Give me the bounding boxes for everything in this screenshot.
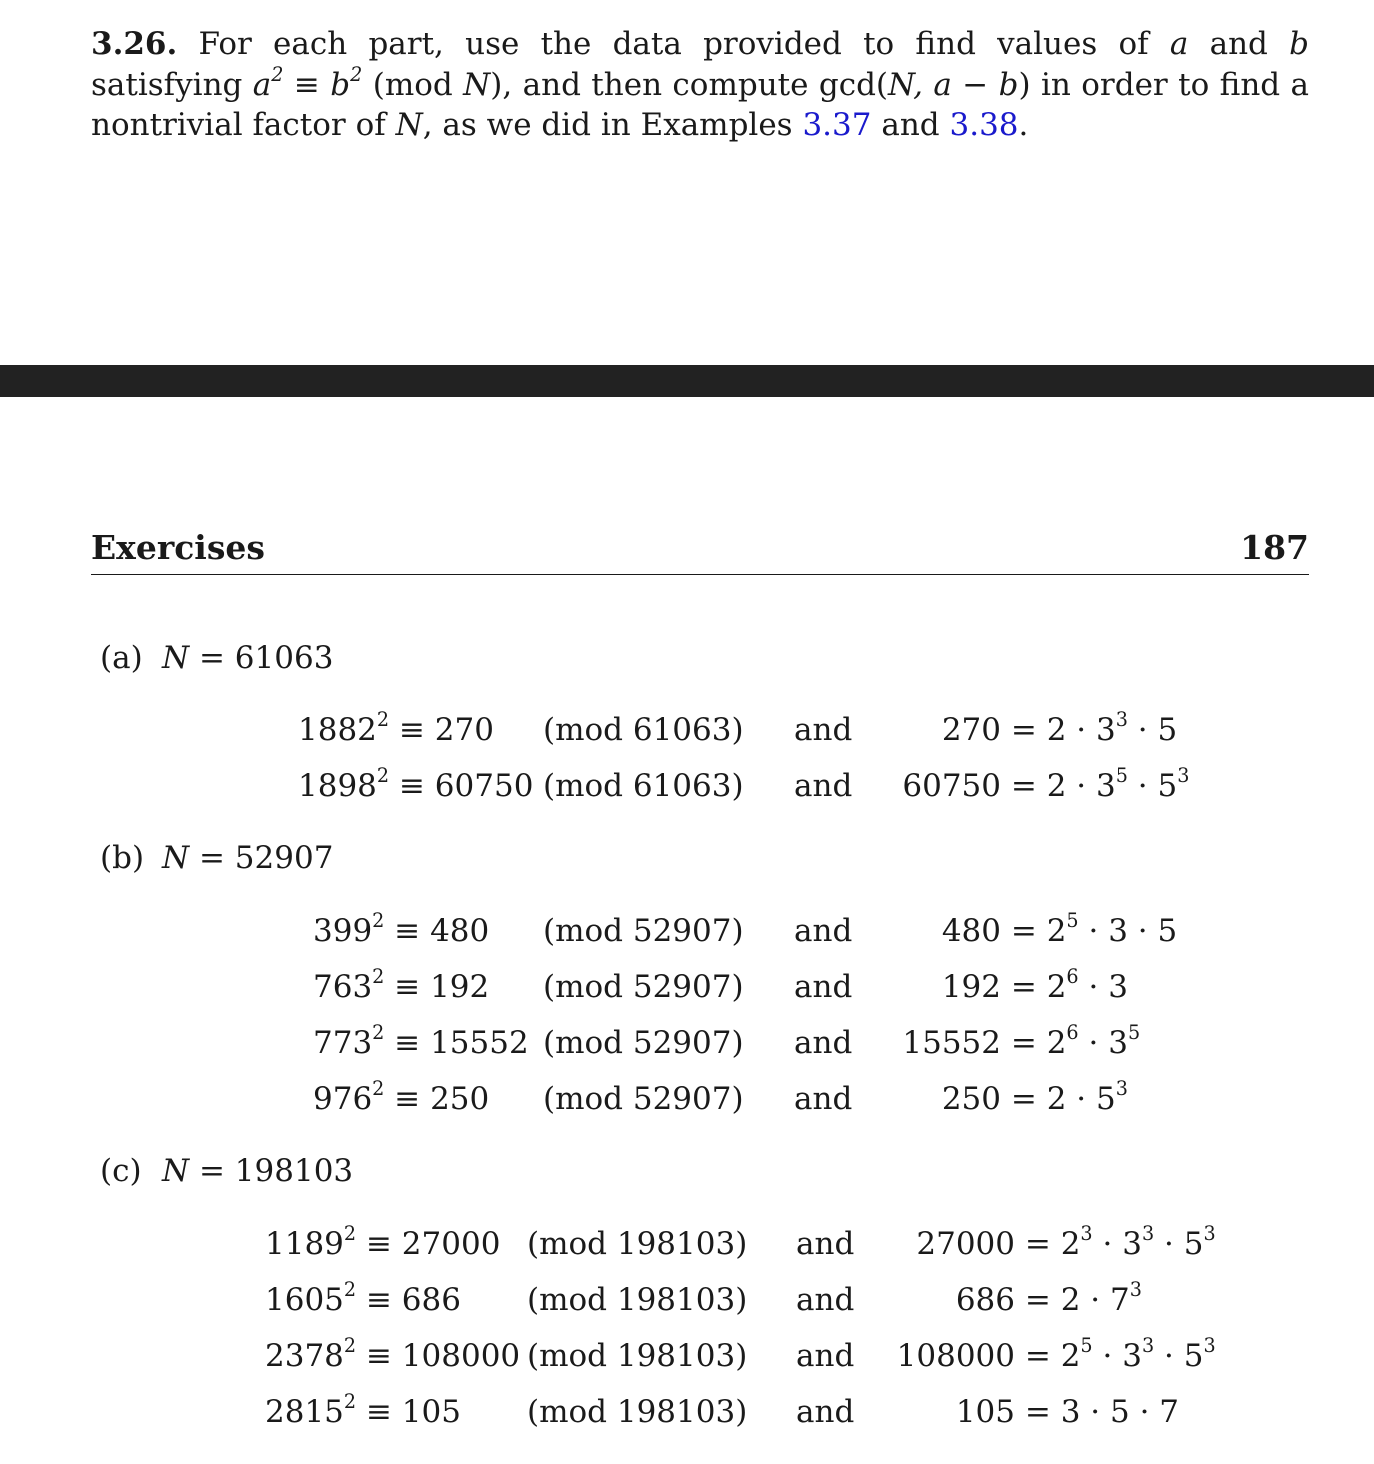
problem-number: 3.26. (91, 26, 178, 62)
factorization: $480 = 2^5 \cdot 3 \cdot 5$ (941, 909, 1178, 949)
modulus-text: (mod 61063) (543, 768, 744, 804)
exponent: 5 (1066, 909, 1079, 933)
var-N: N (162, 640, 190, 676)
factorization: $686 = 2 \cdot 7^3$ (955, 1278, 1142, 1318)
part-label: (a) (100, 640, 143, 676)
exponent: 3 (1203, 1222, 1216, 1246)
exponent: 2 (372, 1021, 385, 1045)
modulus-text: (mod 198103) (527, 1226, 748, 1262)
exponent: 3 (1115, 708, 1128, 732)
conjunction: and (794, 913, 853, 949)
var-b: b (1289, 26, 1309, 62)
modulus-text: (mod 198103) (527, 1338, 748, 1374)
square-congruence: $1189^2 \equiv 27000$ (265, 1222, 501, 1262)
exponent: 3 (1129, 1278, 1142, 1302)
exponent: 5 (1127, 1021, 1141, 1045)
exponent: 2 (343, 1278, 357, 1302)
factorization: $192 = 2^6 \cdot 3$ (941, 965, 1128, 1005)
var-a: a (1169, 26, 1189, 62)
part-label: (b) (100, 840, 145, 876)
modulus-text: (mod 52907) (543, 1081, 744, 1117)
section-title: Exercises (91, 528, 265, 567)
exponent: 3 (1141, 1222, 1155, 1246)
var-N: N (162, 1153, 190, 1189)
exponent: 2 (372, 1077, 385, 1101)
factorization: $60750 = 2 \cdot 3^5 \cdot 5^3$ (902, 764, 1190, 804)
relation-row (0, 1334, 1374, 1378)
page-number: 187 (1240, 528, 1309, 567)
page-header (91, 528, 1309, 575)
square-congruence: $773^2 \equiv 15552$ (313, 1021, 529, 1061)
and-word: and (881, 107, 940, 143)
exponent: 2 (343, 1334, 357, 1358)
conjunction: and (794, 768, 853, 804)
factorization: $270 = 2 \cdot 3^3 \cdot 5$ (941, 708, 1178, 748)
conjunction: and (796, 1394, 855, 1430)
conjunction: and (796, 1338, 855, 1374)
exponent: 2 (343, 1222, 357, 1246)
congruence-rhs: $b^2$ (330, 62, 363, 103)
exponent: 6 (1066, 965, 1079, 989)
conjunction: and (794, 712, 853, 748)
relation-row (0, 1222, 1374, 1266)
modulus-text: (mod 61063) (543, 712, 744, 748)
exponent: 2 (376, 764, 390, 788)
conjunction: and (794, 1025, 853, 1061)
square-congruence: $399^2 \equiv 480$ (313, 909, 490, 949)
conjunction: and (796, 1226, 855, 1262)
modulus-text: (mod 52907) (543, 913, 744, 949)
relation-row (0, 764, 1374, 808)
relation-row (0, 965, 1374, 1009)
square-congruence: $1898^2 \equiv 60750$ (298, 764, 534, 804)
square-congruence: $763^2 \equiv 192$ (313, 965, 490, 1005)
relation-row (0, 1021, 1374, 1065)
var-N: N (162, 840, 190, 876)
square-congruence: $1882^2 \equiv 270$ (298, 708, 494, 748)
exponent: 2 (343, 1390, 357, 1414)
problem-text: ) in order to find a nontrivial factor of (91, 66, 1310, 143)
relation-row (0, 708, 1374, 752)
part-a (100, 640, 333, 676)
exponent: 3 (1115, 1077, 1128, 1101)
conjunction: and (794, 969, 853, 1005)
example-link-1[interactable]: 3.37 (802, 107, 872, 143)
part-modulus: N = 61063 (162, 640, 334, 676)
var-N: N (395, 107, 423, 143)
exponent: 3 (1141, 1334, 1155, 1358)
factorization: $15552 = 2^6 \cdot 3^5$ (902, 1021, 1141, 1061)
problem-text: For each part, use the data provided to find values of (198, 26, 1149, 62)
problem-statement: 3.26. For each part, use the data provided to find values of a and b satisfying $a^2 \equiv b^2$ (mod N), and then compute gcd(N, a − b) in order to find a nontrivial factor of N, as we did in Examples 3.37 and 3.38. (91, 26, 1310, 143)
part-c (100, 1153, 353, 1189)
modulus-text: (mod 198103) (527, 1394, 748, 1430)
square-congruence: $976^2 \equiv 250$ (313, 1077, 490, 1117)
modulus-text: (mod 52907) (543, 969, 744, 1005)
part-modulus: N = 198103 (162, 1153, 354, 1189)
var-N: N (463, 66, 491, 103)
relation-row (0, 1278, 1374, 1322)
period: . (1018, 107, 1029, 143)
mod-text: (mod (372, 66, 453, 103)
square-congruence: $2815^2 \equiv 105$ (265, 1390, 461, 1430)
exponent: 3 (1080, 1222, 1093, 1246)
part-label: (c) (100, 1153, 142, 1189)
relation-row (0, 909, 1374, 953)
problem-text: , as we did in Examples (422, 107, 793, 143)
part-modulus: N = 52907 (162, 840, 334, 876)
exponent: 5 (1080, 1334, 1093, 1358)
example-link-2[interactable]: 3.38 (949, 107, 1019, 143)
factorization: $250 = 2 \cdot 5^3$ (941, 1077, 1128, 1117)
conjunction: and (794, 1081, 853, 1117)
problem-text: ), and then compute gcd( (490, 66, 889, 103)
exponent: 2 (376, 708, 390, 732)
modulus-text: (mod 52907) (543, 1025, 744, 1061)
conjunction: and (796, 1282, 855, 1318)
exponent: 6 (1066, 1021, 1079, 1045)
congruence-lhs: $a^2$ (252, 62, 284, 103)
factorization: 105 = 3 · 5 · 7 (955, 1394, 1180, 1430)
exponent: 3 (1177, 764, 1190, 788)
relation-row (0, 1077, 1374, 1121)
square-congruence: $2378^2 \equiv 108000$ (265, 1334, 521, 1374)
factorization: $27000 = 2^3 \cdot 3^3 \cdot 5^3$ (916, 1222, 1216, 1262)
square-congruence: $1605^2 \equiv 686$ (265, 1278, 461, 1318)
problem-text: satisfying (91, 66, 243, 103)
gcd-args: N, a − b (888, 66, 1019, 103)
modulus-text: (mod 198103) (527, 1282, 748, 1318)
exponent: 2 (372, 965, 385, 989)
page-divider-band (0, 365, 1374, 397)
relation-row (0, 1390, 1374, 1434)
exponent: 5 (1115, 764, 1128, 788)
factorization: $108000 = 2^5 \cdot 3^3 \cdot 5^3$ (896, 1334, 1216, 1374)
part-b (100, 840, 333, 876)
and-word: and (1209, 26, 1268, 62)
exponent: 2 (372, 909, 385, 933)
exponent: 3 (1203, 1334, 1216, 1358)
